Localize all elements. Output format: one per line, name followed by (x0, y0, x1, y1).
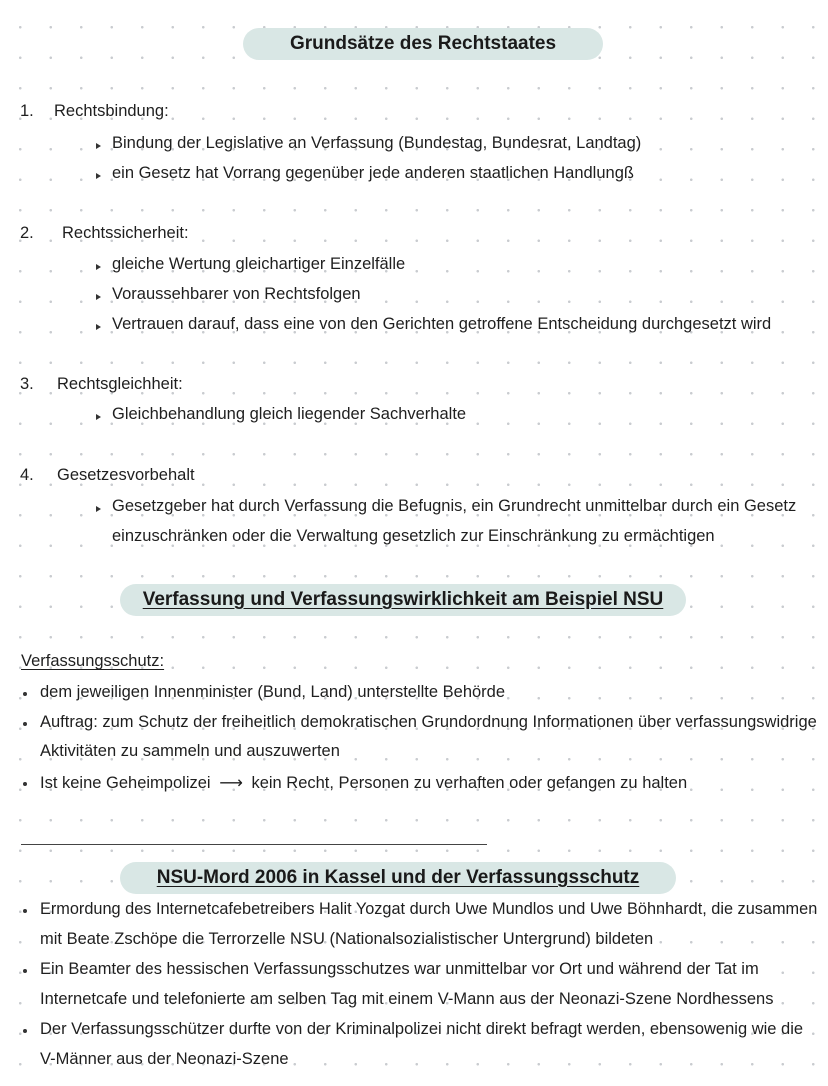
vs-bullet-2: Auftrag: zum Schutz der freiheitlich demokratischen Grundordnung Informationen über verfassungswidrige (40, 713, 817, 731)
section-4-title: Gesetzesvorbehalt (57, 466, 195, 484)
section-4-number: 4. (20, 466, 34, 484)
vs-bullet-2-cont: Aktivitäten zu sammeln und auszuwerten (40, 742, 340, 760)
section-2-title: Rechtssicherheit: (62, 224, 189, 242)
nsu-bullet-3: Der Verfassungsschützer durfte von der Kriminalpolizei nicht direkt befragt werden, ebensowenig wie die (40, 1020, 804, 1038)
heading-grundsaetze-text: Grundsätze des Rechtstaates (289, 33, 557, 54)
section-2-bullet-2: Voraussehbarer von Rechtsfolgen (112, 285, 361, 303)
vs-bullet-1: dem jeweiligen Innenminister (Bund, Land) unterstellte Behörde (40, 683, 506, 701)
section-2-bullet-1: gleiche Wertung gleichartiger Einzelfälle (112, 255, 406, 273)
divider (21, 844, 487, 845)
section-4-bullet-1-cont: einzuschränken oder die Verwaltung gesetzlich zur Einschränkung zu ermächtigen (112, 527, 715, 545)
section-4-bullet-1: Gesetzgeber hat durch Verfassung die Befugnis, ein Grundrecht unmittelbar durch ein Gesetz (112, 497, 797, 515)
heading-verfassung-nsu-text: Verfassung und Verfassungswirklichkeit am Beispiel NSU (142, 589, 664, 610)
heading-verfassung-nsu (120, 584, 686, 616)
nsu-bullet-2-cont: Internetcafe und telefonierte am selben Tag mit einem V-Mann aus der Neonazi-Szene Nordhessens (40, 990, 774, 1008)
heading-grundsaetze (243, 28, 603, 60)
vs-bullet-3-part-1: Ist keine Geheimpolizei (40, 774, 211, 792)
section-1-title: Rechtsbindung: (54, 102, 169, 120)
vs-bullet-3 (40, 773, 687, 793)
section-1-bullet-1: Bindung der Legislative an Verfassung (Bundestag, Bundesrat, Landtag) (112, 134, 642, 152)
vs-title: Verfassungsschutz: (21, 652, 165, 670)
section-2-bullet-3: Vertrauen darauf, dass eine von den Gerichten getroffene Entscheidung durchgesetzt wird (112, 315, 772, 333)
heading-nsu-mord-text: NSU-Mord 2006 in Kassel und der Verfassungsschutz (156, 867, 640, 888)
nsu-bullet-2: Ein Beamter des hessischen Verfassungsschutzes war unmittelbar vor Ort und während der Tat im (40, 960, 759, 978)
section-2-number: 2. (20, 224, 34, 242)
vs-bullet-3-part-2: kein Recht, Personen zu verhaften oder gefangen zu halten (251, 774, 688, 792)
section-1-number: 1. (20, 102, 34, 120)
nsu-bullet-1-cont: mit Beate Zschöpe die Terrorzelle NSU (Nationalsozialistischer Untergrund) bildeten (40, 930, 654, 948)
section-3-number: 3. (20, 375, 34, 393)
heading-nsu-mord (120, 862, 676, 894)
arrow-icon: ⟶ (219, 774, 243, 792)
section-3-title: Rechtsgleichheit: (57, 375, 183, 393)
section-3-bullet-1: Gleichbehandlung gleich liegender Sachverhalte (112, 405, 467, 423)
nsu-bullet-3-cont: V-Männer aus der Neonazi-Szene (40, 1050, 289, 1068)
section-1-bullet-2: ein Gesetz hat Vorrang gegenüber jede anderen staatlichen Handlungß (112, 164, 634, 182)
nsu-bullet-1: Ermordung des Internetcafebetreibers Halit Yozgat durch Uwe Mundlos und Uwe Böhnhardt, die zusammen (40, 900, 818, 918)
